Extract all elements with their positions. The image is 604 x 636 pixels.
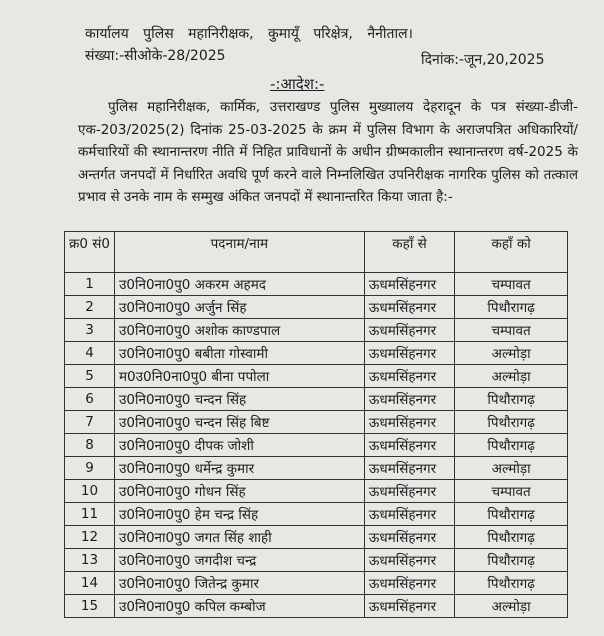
cell-from: ऊधमसिंहनगर (364, 273, 454, 296)
cell-serial: 1 (65, 273, 115, 296)
cell-serial: 9 (65, 457, 115, 480)
cell-from: ऊधमसिंहनगर (364, 503, 454, 526)
table-row (65, 549, 568, 572)
cell-from: ऊधमसिंहनगर (364, 480, 454, 503)
cell-from: ऊधमसिंहनगर (364, 411, 454, 434)
cell-serial: 6 (65, 388, 115, 411)
cell-from: ऊधमसिंहनगर (364, 572, 454, 595)
table-row (65, 457, 568, 480)
cell-from: ऊधमसिंहनगर (364, 319, 454, 342)
col-header-to: कहाँ को (455, 232, 568, 273)
cell-from: ऊधमसिंहनगर (364, 434, 454, 457)
cell-name: उ0नि0ना0पु0 जगदीश चन्द्र (114, 549, 364, 572)
table-row (65, 388, 568, 411)
table-row (65, 365, 568, 388)
cell-from: ऊधमसिंहनगर (364, 388, 454, 411)
cell-serial: 2 (65, 296, 115, 319)
cell-name: उ0नि0ना0पु0 बबीता गोस्वामी (114, 342, 364, 365)
cell-serial: 15 (65, 595, 115, 618)
cell-from: ऊधमसिंहनगर (364, 595, 454, 618)
cell-serial: 5 (65, 365, 115, 388)
table-row (65, 296, 568, 319)
cell-from: ऊधमसिंहनगर (364, 365, 454, 388)
cell-serial: 7 (65, 411, 115, 434)
table-row (65, 273, 568, 296)
order-date: दिनांक:-जून,20,2025 (421, 52, 545, 68)
table-row (65, 319, 568, 342)
cell-from: ऊधमसिंहनगर (364, 342, 454, 365)
cell-name: उ0नि0ना0पु0 चन्दन सिंह बिष्ट (114, 411, 364, 434)
cell-name: उ0नि0ना0पु0 कपिल कम्बोज (114, 595, 364, 618)
table-row (65, 526, 568, 549)
table-row (65, 480, 568, 503)
cell-to: अल्मोड़ा (455, 342, 568, 365)
col-header-name: पदनाम/नाम (114, 232, 364, 273)
cell-name: उ0नि0ना0पु0 दीपक जोशी (114, 434, 364, 457)
cell-to: पिथौरागढ़ (455, 296, 568, 319)
cell-name: उ0नि0ना0पु0 जगत सिंह शाही (114, 526, 364, 549)
cell-from: ऊधमसिंहनगर (364, 526, 454, 549)
table-row (65, 411, 568, 434)
table-row (65, 342, 568, 365)
office-heading: कार्यालय पुलिस महानिरीक्षक, कुमायूँ परिक्षेत्र, नैनीताल। (85, 26, 413, 42)
cell-name: उ0नि0ना0पु0 अर्जुन सिंह (114, 296, 364, 319)
cell-to: पिथौरागढ़ (455, 526, 568, 549)
cell-serial: 11 (65, 503, 115, 526)
reference-number: संख्या:-सीओके-28/2025 (85, 48, 226, 64)
cell-to: चम्पावत (455, 273, 568, 296)
cell-from: ऊधमसिंहनगर (364, 457, 454, 480)
table-row (65, 595, 568, 618)
cell-name: उ0नि0ना0पु0 जितेन्द्र कुमार (114, 572, 364, 595)
table-row (65, 572, 568, 595)
cell-serial: 4 (65, 342, 115, 365)
table-header-row (65, 232, 568, 273)
table-body (65, 273, 568, 618)
cell-serial: 14 (65, 572, 115, 595)
order-body-text: पुलिस महानिरीक्षक, कार्मिक, उत्तराखण्ड पुलिस मुख्यालय देहरादून के पत्र संख्या-डीजी-एक-203/2025(2) दिनांक 25-03-2025 के क्रम में पुलिस विभाग के अराजपत्रित अधिकारियों/कर्मचारियों की स्थानान्तरण नीति में निहित प्राविधानों के अधीन ग्रीष्मकालीन स्थानान्तरण वर्ष-2025 के अन्तर्गत जनपदों में निर्धारित अवधि पूर्ण करने वाले निम्नलिखित उपनिरीक्षक नागरिक पुलिस को तत्काल प्रभाव से उनके नाम के सम्मुख अंकित जनपदों में स्थानान्तरित किया जाता है:- (78, 99, 578, 205)
cell-serial: 10 (65, 480, 115, 503)
cell-to: अल्मोड़ा (455, 595, 568, 618)
cell-serial: 8 (65, 434, 115, 457)
cell-serial: 3 (65, 319, 115, 342)
cell-to: पिथौरागढ़ (455, 388, 568, 411)
cell-from: ऊधमसिंहनगर (364, 549, 454, 572)
cell-to: अल्मोड़ा (455, 457, 568, 480)
cell-to: पिथौरागढ़ (455, 572, 568, 595)
order-title: -:आदेश:- (270, 75, 325, 93)
cell-name: उ0नि0ना0पु0 अकरम अहमद (114, 273, 364, 296)
cell-to: चम्पावत (455, 480, 568, 503)
table-row (65, 503, 568, 526)
cell-to: पिथौरागढ़ (455, 549, 568, 572)
cell-serial: 12 (65, 526, 115, 549)
cell-to: पिथौरागढ़ (455, 434, 568, 457)
cell-name: म0उ0नि0ना0पु0 बीना पपोला (114, 365, 364, 388)
cell-to: अल्मोड़ा (455, 365, 568, 388)
cell-to: पिथौरागढ़ (455, 411, 568, 434)
col-header-serial: क्र0 सं0 (65, 232, 115, 273)
cell-serial: 13 (65, 549, 115, 572)
cell-name: उ0नि0ना0पु0 चन्दन सिंह (114, 388, 364, 411)
table-row (65, 434, 568, 457)
cell-name: उ0नि0ना0पु0 हेम चन्द्र सिंह (114, 503, 364, 526)
cell-to: पिथौरागढ़ (455, 503, 568, 526)
col-header-from: कहाँ से (364, 232, 454, 273)
cell-name: उ0नि0ना0पु0 गोधन सिंह (114, 480, 364, 503)
cell-name: उ0नि0ना0पु0 धर्मेन्द्र कुमार (114, 457, 364, 480)
transfer-table (64, 231, 568, 618)
cell-from: ऊधमसिंहनगर (364, 296, 454, 319)
cell-to: चम्पावत (455, 319, 568, 342)
cell-name: उ0नि0ना0पु0 अशोक काण्डपाल (114, 319, 364, 342)
